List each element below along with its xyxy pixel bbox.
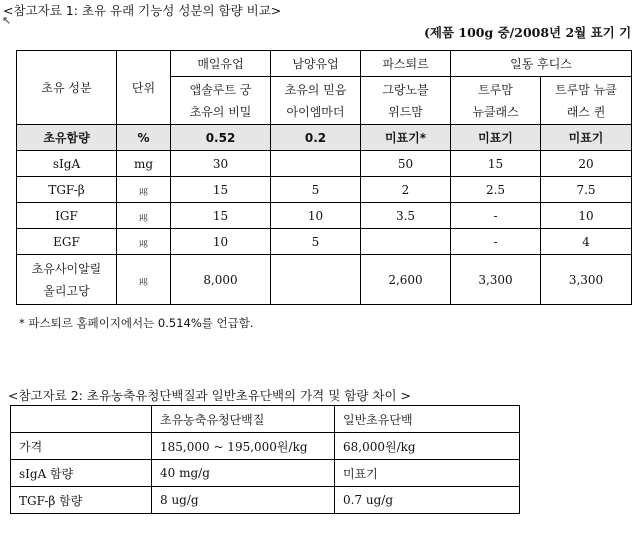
header-product	[171, 77, 271, 125]
row-name-line: 초유사이알릴	[31, 261, 102, 276]
cell-value: 미표기	[335, 460, 520, 487]
header-unit: 단위	[117, 51, 171, 125]
product-line: 트루맘 뉴클	[555, 82, 617, 97]
row-name: IGF	[17, 203, 117, 229]
header-product	[451, 77, 541, 125]
cell-value: 10	[541, 203, 632, 229]
header-component: 초유 성분	[17, 51, 117, 125]
cell-value: -	[451, 203, 541, 229]
header-product	[271, 77, 361, 125]
product-line: 그랑노블	[382, 82, 429, 97]
cell-value: 185,000 ~ 195,000원/kg	[152, 433, 335, 460]
cell-value: 미표기	[451, 125, 541, 151]
product-line: 트루맘	[478, 82, 513, 97]
table-row	[17, 229, 632, 255]
cell-value: 미표기	[541, 125, 632, 151]
product-line: 아이엠마더	[286, 104, 345, 119]
price-content-table	[10, 405, 520, 514]
row-name: EGF	[17, 229, 117, 255]
footnote: * 파스퇴르 홈페이지에서는 0.514%를 언급함.	[19, 316, 254, 330]
header-product	[541, 77, 632, 125]
table-row	[17, 125, 632, 151]
header-company: 파스퇴르	[361, 51, 451, 77]
cell-value: 40 mg/g	[152, 460, 335, 487]
cell-value: 3.5	[361, 203, 451, 229]
cell-value: 10	[171, 229, 271, 255]
cell-value: 미표기*	[361, 125, 451, 151]
product-line: 초유의 믿음	[284, 82, 347, 97]
product-line: 초유의 비밀	[189, 104, 252, 119]
reference1-title	[2, 1, 282, 27]
row-unit: ㎍	[117, 203, 171, 229]
table-row	[17, 255, 632, 305]
reference2-title: <참고자료 2: 초유농축유청단백질과 일반초유단백의 가격 및 함량 차이 >	[8, 388, 411, 403]
header-empty	[11, 406, 152, 433]
row-unit: mg	[117, 151, 171, 177]
cell-value: 4	[541, 229, 632, 255]
cell-value: 3,300	[451, 255, 541, 305]
header-product	[361, 77, 451, 125]
header-col: 일반초유단백	[335, 406, 520, 433]
cell-value	[271, 151, 361, 177]
header-company: 일동 후디스	[451, 51, 632, 77]
cell-value	[271, 255, 361, 305]
product-line: 뉴클래스	[472, 104, 519, 119]
table-row	[17, 203, 632, 229]
row-name: TGF-β	[17, 177, 117, 203]
unit-note: (제품 100g 중/2008년 2월 표기 기	[424, 25, 632, 40]
row-label: 가격	[11, 433, 152, 460]
table-row	[17, 151, 632, 177]
cell-value: 15	[451, 151, 541, 177]
product-line: 래스 퀸	[566, 104, 606, 119]
row-name: sIgA	[17, 151, 117, 177]
product-line: 위드맘	[388, 104, 423, 119]
cursor-icon: ↖	[2, 14, 12, 27]
cell-value: 2.5	[451, 177, 541, 203]
cell-value: 0.7 ug/g	[335, 487, 520, 514]
cell-value: 8 ug/g	[152, 487, 335, 514]
header-col: 초유농축유청단백질	[152, 406, 335, 433]
table-row	[17, 177, 632, 203]
header-company: 남양유업	[271, 51, 361, 77]
cell-value: 3,300	[541, 255, 632, 305]
cell-value: 15	[171, 203, 271, 229]
cell-value: 20	[541, 151, 632, 177]
header-company: 매일유업	[171, 51, 271, 77]
row-name: 초유함량	[17, 125, 117, 151]
cell-value: -	[451, 229, 541, 255]
row-name-line: 올리고당	[43, 283, 90, 298]
cell-value: 30	[171, 151, 271, 177]
cell-value	[361, 229, 451, 255]
row-unit: ㎍	[117, 177, 171, 203]
cell-value: 8,000	[171, 255, 271, 305]
table-row	[11, 460, 520, 487]
row-label: TGF-β 함량	[11, 487, 152, 514]
table-header-row	[11, 406, 520, 433]
table-row	[11, 487, 520, 514]
cell-value: 0.52	[171, 125, 271, 151]
product-line: 앱솔루트 궁	[189, 82, 252, 97]
cell-value: 10	[271, 203, 361, 229]
cell-value: 68,000원/kg	[335, 433, 520, 460]
colostrum-comparison-table	[16, 50, 632, 305]
table-row	[11, 433, 520, 460]
row-unit: ㎍	[117, 229, 171, 255]
reference1-title-text: <참고자료 1: 초유 유래 기능성 성분의 함량 비교>	[3, 3, 282, 18]
cell-value: 5	[271, 177, 361, 203]
cell-value: 15	[171, 177, 271, 203]
cell-value: 2,600	[361, 255, 451, 305]
row-unit: %	[117, 125, 171, 151]
row-unit: ㎍	[117, 255, 171, 305]
cell-value: 50	[361, 151, 451, 177]
row-label: sIgA 함량	[11, 460, 152, 487]
cell-value: 5	[271, 229, 361, 255]
row-name	[17, 255, 117, 305]
cell-value: 7.5	[541, 177, 632, 203]
cell-value: 0.2	[271, 125, 361, 151]
cell-value: 2	[361, 177, 451, 203]
